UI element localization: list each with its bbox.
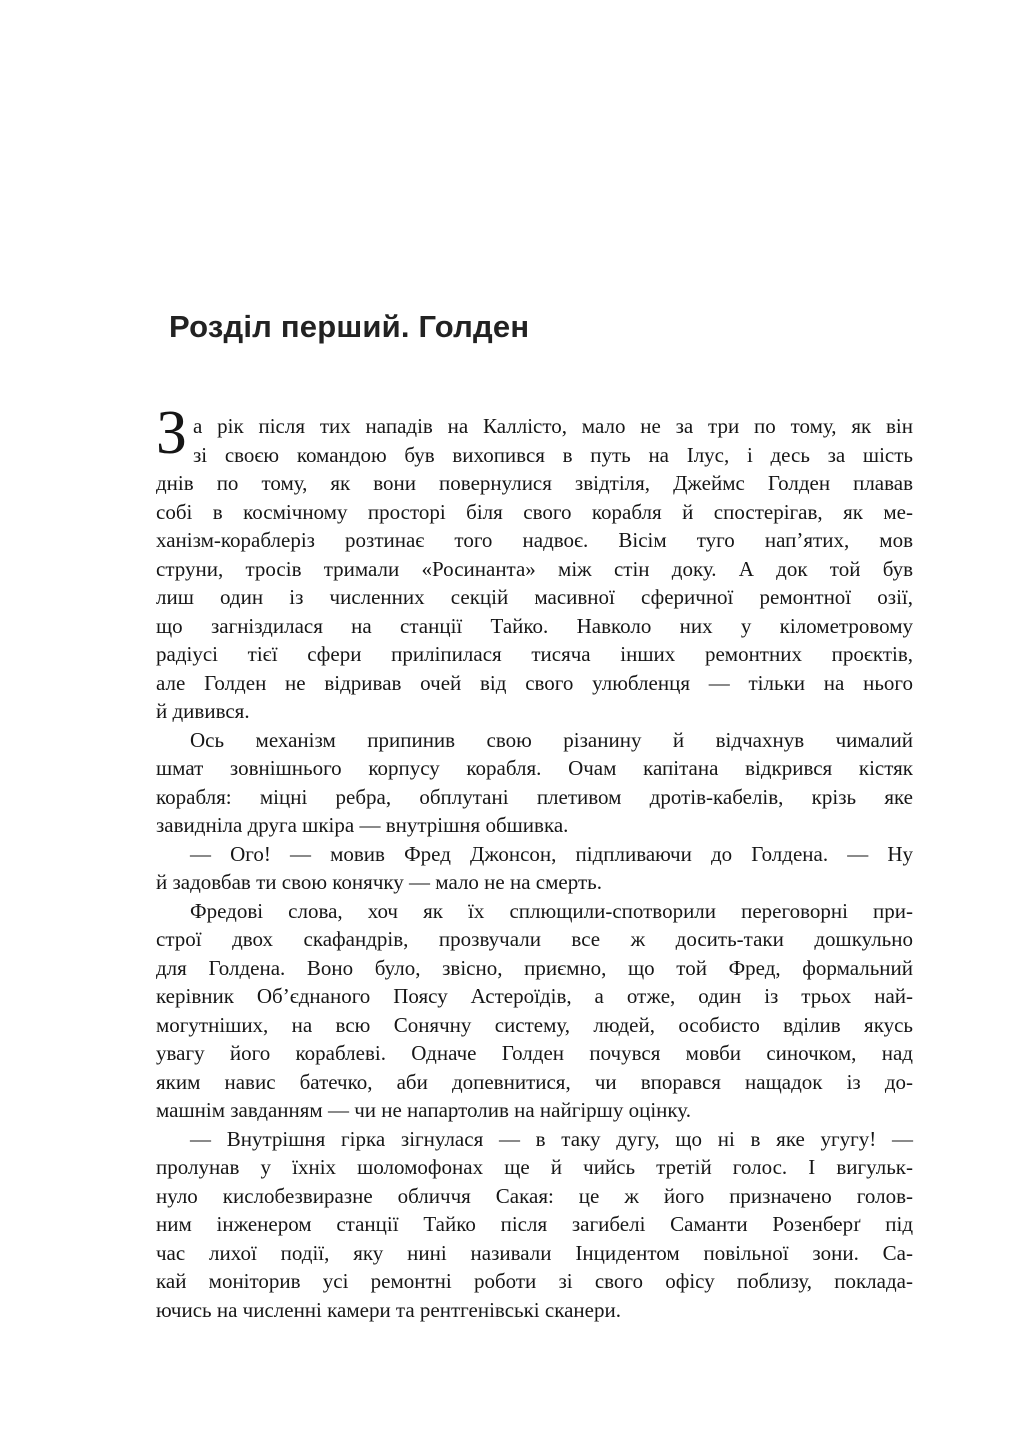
text-line: лиш один із численних секцій масивної сферичної ремонтної озії, <box>156 585 913 609</box>
paragraph <box>156 726 913 840</box>
text-line: але Голден не відривав очей від свого улюбленця — тільки на нього <box>156 670 913 695</box>
chapter-title: Розділ перший. Голден <box>169 309 530 344</box>
text-line: кай моніторив усі ремонтні роботи зі свого офісу поблизу, поклада- <box>156 1269 913 1293</box>
text-line: шмат зовнішнього корпусу корабля. Очам капітана відкрився кістяк <box>156 756 913 780</box>
text-line: радіусі тієї сфери приліпилася тисяча інших ремонтних проєктів, <box>156 642 913 666</box>
text-line: ючись на численні камери та рентгенівські сканери. <box>156 1297 621 1322</box>
text-line: що загніздилася на станції Тайко. Навколо них у кілометровому <box>156 613 913 638</box>
text-line: ханізм-кораблеріз розтинає того надвоє. Вісім туго нап’ятих, мов <box>156 528 913 552</box>
drop-cap: З <box>156 399 188 467</box>
text-line: зі своєю командою був вихопився в путь на Ілус, і десь за шість <box>193 442 913 467</box>
chapter-text <box>156 399 913 1324</box>
text-line: струни, тросів тримали «Росинанта» між стін доку. А док той був <box>156 556 913 581</box>
text-line: — Ого! — мовив Фред Джонсон, підпливаючи до Голдена. — Ну <box>190 841 913 866</box>
text-line: — Внутрішня гірка зігнулася — в таку дугу, що ні в яке угугу! — <box>190 1126 913 1151</box>
text-line: а рік після тих нападів на Каллісто, мало не за три по тому, як він <box>193 414 913 438</box>
paragraph <box>156 840 913 897</box>
paragraph <box>156 897 913 1125</box>
text-line: могутніших, на всю Сонячну систему, людей, особисто вділив якусь <box>156 1012 913 1037</box>
text-line: корабля: міцні ребра, обплутані плетивом дротів-кабелів, крізь яке <box>156 784 913 809</box>
text-line: яким навис батечко, аби допевнитися, чи впорався нащадок із до- <box>156 1069 913 1094</box>
paragraph <box>156 1125 913 1325</box>
text-line: увагу його кораблеві. Одначе Голден почувся мовби синочком, над <box>156 1041 913 1065</box>
text-line: нуло кислобезвиразне обличчя Сакая: це ж його призначено голов- <box>156 1183 913 1208</box>
text-line: строї двох скафандрів, прозвучали все ж досить-таки дошкульно <box>156 927 913 951</box>
text-line: й задовбав ти свою конячку — мало не на смерть. <box>156 870 602 894</box>
text-line: керівник Об’єднаного Поясу Астероїдів, а отже, один із трьох най- <box>156 984 913 1008</box>
paragraph <box>156 399 913 726</box>
text-line: пролунав у їхніх шоломофонах ще й чийсь третій голос. І вигульк- <box>156 1155 913 1179</box>
text-line: Фредові слова, хоч як їх сплющили-спотворили переговорні при- <box>190 898 913 923</box>
text-line: машнім завданням — чи не напартолив на найгіршу оцінку. <box>156 1098 691 1122</box>
text-line: ним інженером станції Тайко після загибелі Саманти Розенберґ під <box>156 1212 913 1236</box>
text-line: завидніла друга шкіра — внутрішня обшивка. <box>156 813 569 837</box>
text-line: Ось механізм припинив свою різанину й відчахнув чималий <box>190 727 913 752</box>
text-line: для Голдена. Воно було, звісно, приємно, що той Фред, формальний <box>156 955 913 980</box>
text-line: днів по тому, як вони повернулися звідтіля, Джеймс Голден плавав <box>156 471 913 495</box>
text-line: час лихої події, яку нині називали Інцидентом повільної зони. Са- <box>156 1240 913 1265</box>
text-line: собі в космічному просторі біля свого корабля й спостерігав, як ме- <box>156 499 913 524</box>
text-line: й дивився. <box>156 699 250 723</box>
